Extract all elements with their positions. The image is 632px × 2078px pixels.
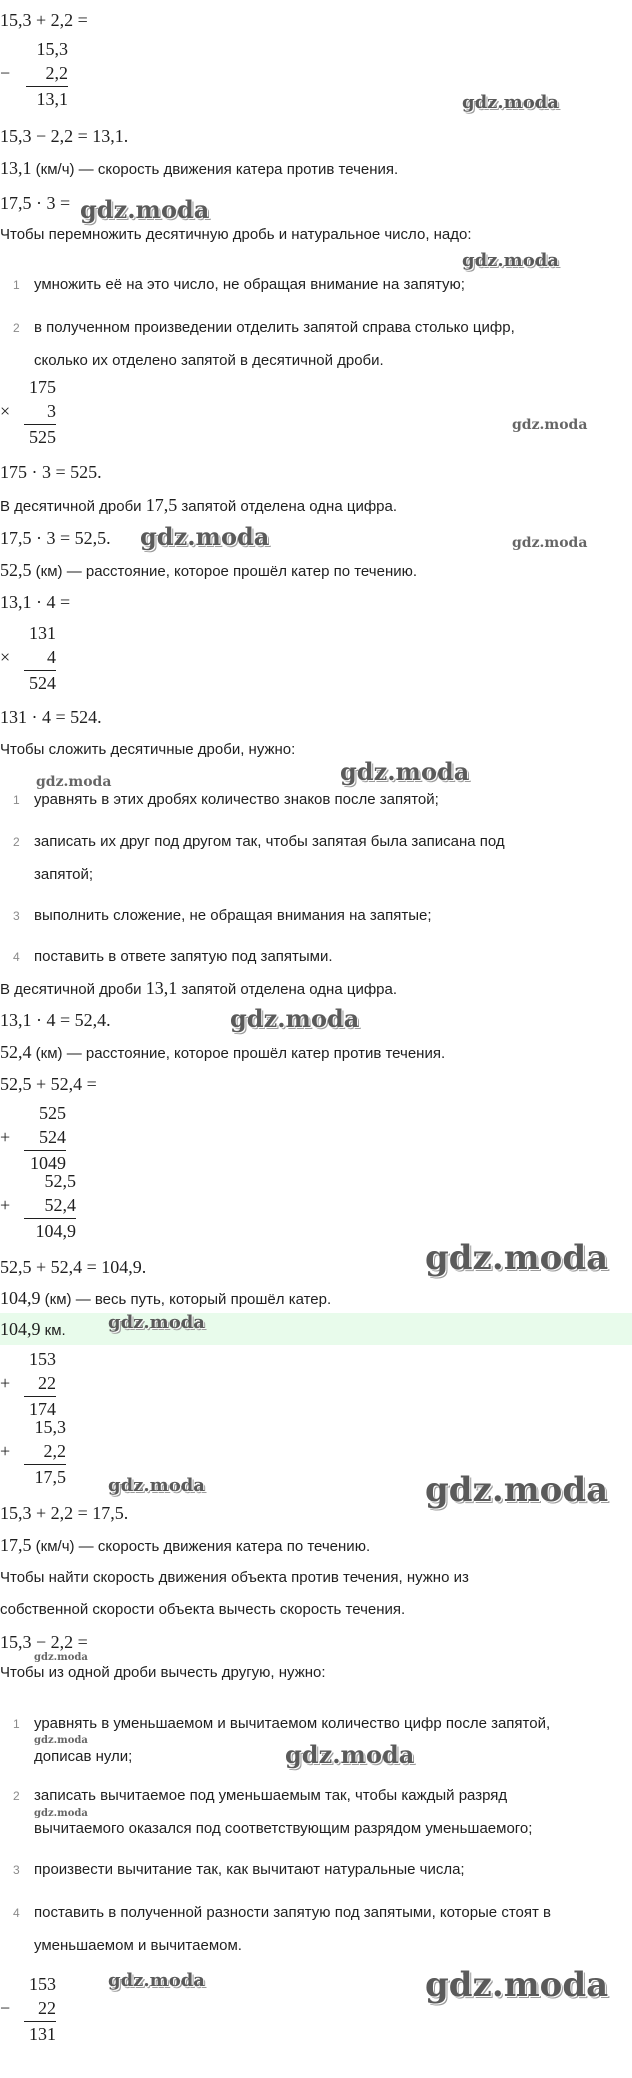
text-line: Чтобы перемножить десятичную дробь и натуральное число, надо: xyxy=(0,226,472,243)
text-line: 13,1 (км/ч) — скорость движения катера против течения. xyxy=(0,158,399,178)
column-result: 525 xyxy=(29,427,56,447)
equation-line: 13,1 · 4 = xyxy=(0,592,71,612)
column-operator: − xyxy=(0,63,11,83)
watermark: gdz.moda xyxy=(36,774,112,790)
watermark: gdz.moda xyxy=(340,757,470,786)
watermark: gdz.moda xyxy=(108,1312,205,1333)
column-addition xyxy=(0,1170,76,1242)
equation-line: 17,5 · 3 = 52,5. xyxy=(0,528,111,548)
text-line: 17,5 (км/ч) — скорость движения катера по течению. xyxy=(0,1535,371,1555)
watermark: gdz.moda xyxy=(425,1470,609,1510)
watermark: gdz.moda xyxy=(80,195,210,224)
column-minuend: 153 xyxy=(29,1974,56,1994)
column-bar xyxy=(24,1464,66,1465)
column-term: 153 xyxy=(29,1349,56,1369)
list-text: поставить в ответе запятую под запятыми. xyxy=(34,948,333,965)
column-addition xyxy=(0,1102,66,1174)
text-line: В десятичной дроби 17,5 запятой отделена одна цифра. xyxy=(0,495,398,515)
list-text: дописав нули; xyxy=(34,1748,133,1765)
list-number: 3 xyxy=(13,1863,20,1877)
watermark: gdz.moda xyxy=(512,535,588,551)
column-term: 2,2 xyxy=(43,1441,66,1461)
column-factor: 4 xyxy=(47,647,56,667)
list-number: 2 xyxy=(13,321,20,335)
list-text: записать их друг под другом так, чтобы запятая была записана под xyxy=(34,833,505,850)
list-text: произвести вычитание так, как вычитают натуральные числа; xyxy=(34,1861,465,1878)
answer-line: 104,9 км. xyxy=(0,1319,66,1339)
column-subtrahend: 2,2 xyxy=(45,63,68,83)
column-bar xyxy=(24,1150,66,1151)
column-result: 17,5 xyxy=(34,1467,66,1487)
column-addition xyxy=(0,1416,66,1488)
list-text: запятой; xyxy=(34,866,94,883)
equation-line: 17,5 · 3 = xyxy=(0,193,71,213)
list-number: 2 xyxy=(13,1789,20,1803)
equation-line: 175 · 3 = 525. xyxy=(0,462,102,482)
column-factor: 131 xyxy=(29,623,56,643)
column-operator: + xyxy=(0,1127,11,1147)
column-subtraction xyxy=(0,38,68,110)
column-bar xyxy=(24,1218,76,1219)
equation-line: 15,3 + 2,2 = 17,5. xyxy=(0,1503,129,1523)
text-line: 104,9 (км) — весь путь, который прошёл катер. xyxy=(0,1288,332,1308)
equation-line: 52,5 + 52,4 = 104,9. xyxy=(0,1257,147,1277)
column-operator: × xyxy=(0,647,11,667)
watermark: gdz.moda xyxy=(230,1004,360,1033)
equation-line: 15,3 + 2,2 = xyxy=(0,10,88,30)
column-term: 52,4 xyxy=(44,1195,76,1215)
text-line: Чтобы найти скорость движения объекта против течения, нужно из xyxy=(0,1569,469,1586)
column-term: 525 xyxy=(39,1103,66,1123)
list-number: 1 xyxy=(13,1717,20,1731)
list-number: 2 xyxy=(13,835,20,849)
column-operator: − xyxy=(0,1998,11,2018)
column-minuend: 15,3 xyxy=(36,39,68,59)
column-factor: 3 xyxy=(47,401,56,421)
column-operator: + xyxy=(0,1195,11,1215)
equation-line: 13,1 · 4 = 52,4. xyxy=(0,1010,111,1030)
list-text: сколько их отделено запятой в десятичной дроби. xyxy=(34,352,384,369)
list-text: поставить в полученной разности запятую под запятыми, которые стоят в xyxy=(34,1904,551,1921)
list-text: выполнить сложение, не обращая внимания на запятые; xyxy=(34,907,432,924)
column-multiplication xyxy=(0,376,56,448)
list-text: уравнять в этих дробях количество знаков после запятой; xyxy=(34,791,439,808)
column-factor: 175 xyxy=(29,377,56,397)
column-term: 524 xyxy=(39,1127,66,1147)
list-text: умножить её на это число, не обращая внимание на запятую; xyxy=(34,276,465,293)
column-bar xyxy=(24,1396,56,1397)
list-text: уравнять в уменьшаемом и вычитаемом количество цифр после запятой, xyxy=(34,1715,551,1732)
column-result: 174 xyxy=(29,1399,56,1419)
column-subtrahend: 22 xyxy=(38,1998,56,2018)
column-result: 104,9 xyxy=(35,1221,76,1241)
list-number: 4 xyxy=(13,1906,20,1920)
text-line: 52,5 (км) — расстояние, которое прошёл катер по течению. xyxy=(0,560,418,580)
list-text: вычитаемого оказался под соответствующим разрядом уменьшаемого; xyxy=(34,1820,533,1837)
text-line: Чтобы сложить десятичные дроби, нужно: xyxy=(0,741,296,758)
column-result: 13,1 xyxy=(36,89,68,109)
column-term: 52,5 xyxy=(44,1171,76,1191)
list-number: 3 xyxy=(13,909,20,923)
watermark: gdz.moda xyxy=(108,1475,205,1496)
equation-line: 52,5 + 52,4 = xyxy=(0,1074,97,1094)
text-line: Чтобы из одной дроби вычесть другую, нужно: xyxy=(0,1664,326,1681)
watermark: gdz.moda xyxy=(34,1808,88,1819)
text-line: В десятичной дроби 13,1 запятой отделена одна цифра. xyxy=(0,978,398,998)
column-bar xyxy=(24,670,56,671)
watermark: gdz.moda xyxy=(425,1965,609,2005)
watermark: gdz.moda xyxy=(285,1740,415,1769)
watermark: gdz.moda xyxy=(462,250,559,271)
watermark: gdz.moda xyxy=(425,1238,609,1278)
list-number: 1 xyxy=(13,278,20,292)
column-operator: + xyxy=(0,1373,11,1393)
equation-line: 15,3 − 2,2 = xyxy=(0,1632,88,1652)
answer-highlight xyxy=(0,1313,632,1345)
list-text: уменьшаемом и вычитаемом. xyxy=(34,1937,242,1954)
watermark: gdz.moda xyxy=(108,1970,205,1991)
equation-line: 131 · 4 = 524. xyxy=(0,707,102,727)
column-bar xyxy=(24,2021,56,2022)
list-text: в полученном произведении отделить запятой справа столько цифр, xyxy=(34,319,515,336)
list-text: записать вычитаемое под уменьшаемым так, чтобы каждый разряд xyxy=(34,1787,508,1804)
text-line: 52,4 (км) — расстояние, которое прошёл катер против течения. xyxy=(0,1042,446,1062)
column-result: 524 xyxy=(29,673,56,693)
column-bar xyxy=(24,424,56,425)
equation-line: 15,3 − 2,2 = 13,1. xyxy=(0,126,129,146)
list-number: 4 xyxy=(13,950,20,964)
column-addition xyxy=(0,1348,56,1420)
column-bar xyxy=(26,86,68,87)
column-term: 22 xyxy=(38,1373,56,1393)
column-operator: + xyxy=(0,1441,11,1461)
column-subtraction xyxy=(0,1973,56,2045)
watermark: gdz.moda xyxy=(462,92,559,113)
watermark: gdz.moda xyxy=(34,1652,88,1663)
column-result: 131 xyxy=(29,2024,56,2044)
watermark: gdz.moda xyxy=(512,417,588,433)
column-multiplication xyxy=(0,622,56,694)
column-term: 15,3 xyxy=(34,1417,66,1437)
column-operator: × xyxy=(0,401,11,421)
text-line: собственной скорости объекта вычесть скорость течения. xyxy=(0,1601,406,1618)
column-result: 1049 xyxy=(30,1153,66,1173)
watermark: gdz.moda xyxy=(34,1735,88,1746)
watermark: gdz.moda xyxy=(140,522,270,551)
list-number: 1 xyxy=(13,793,20,807)
